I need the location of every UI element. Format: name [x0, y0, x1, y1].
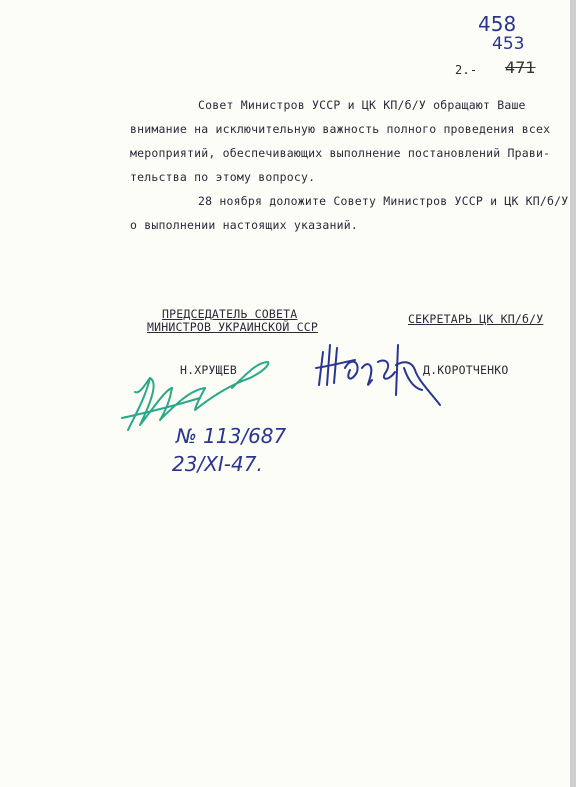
- left-signatory-title-1: ПРЕДСЕДАТЕЛЬ СОВЕТА: [162, 307, 298, 321]
- body-line-4: тельства по этому вопросу.: [130, 170, 316, 184]
- archive-number-struck: 471: [505, 58, 536, 77]
- right-signatory-title: СЕКРЕТАРЬ ЦК КП/б/У: [408, 312, 544, 326]
- body-line-6: о выполнении настоящих указаний.: [130, 218, 358, 232]
- page-number: 2.-: [455, 63, 478, 77]
- body-line-5: 28 ноября доложите Совету Министров УССР и ЦК КП/б/У: [198, 194, 569, 208]
- registration-number: № 113/687: [176, 424, 287, 448]
- right-signatory-name: Д.КОРОТЧЕНКО: [423, 363, 509, 377]
- left-signatory-title-2: МИНИСТРОВ УКРАИНСКОЙ ССР: [147, 320, 318, 334]
- body-line-2: внимание на исключительную важность полного проведения всех: [130, 122, 551, 136]
- green-signature: [122, 362, 268, 430]
- archive-number-middle: 453: [492, 34, 525, 54]
- registration-date: 23/XI-47.: [172, 452, 263, 476]
- body-line-1: Совет Министров УССР и ЦК КП/б/У обращают Ваше: [198, 98, 526, 112]
- left-signatory-name: Н.ХРУЩЕВ: [180, 363, 237, 377]
- body-line-3: мероприятий, обеспечивающих выполнение постановлений Прави-: [130, 146, 551, 160]
- blue-signature: [316, 345, 440, 405]
- archive-number-top: 458: [478, 12, 517, 36]
